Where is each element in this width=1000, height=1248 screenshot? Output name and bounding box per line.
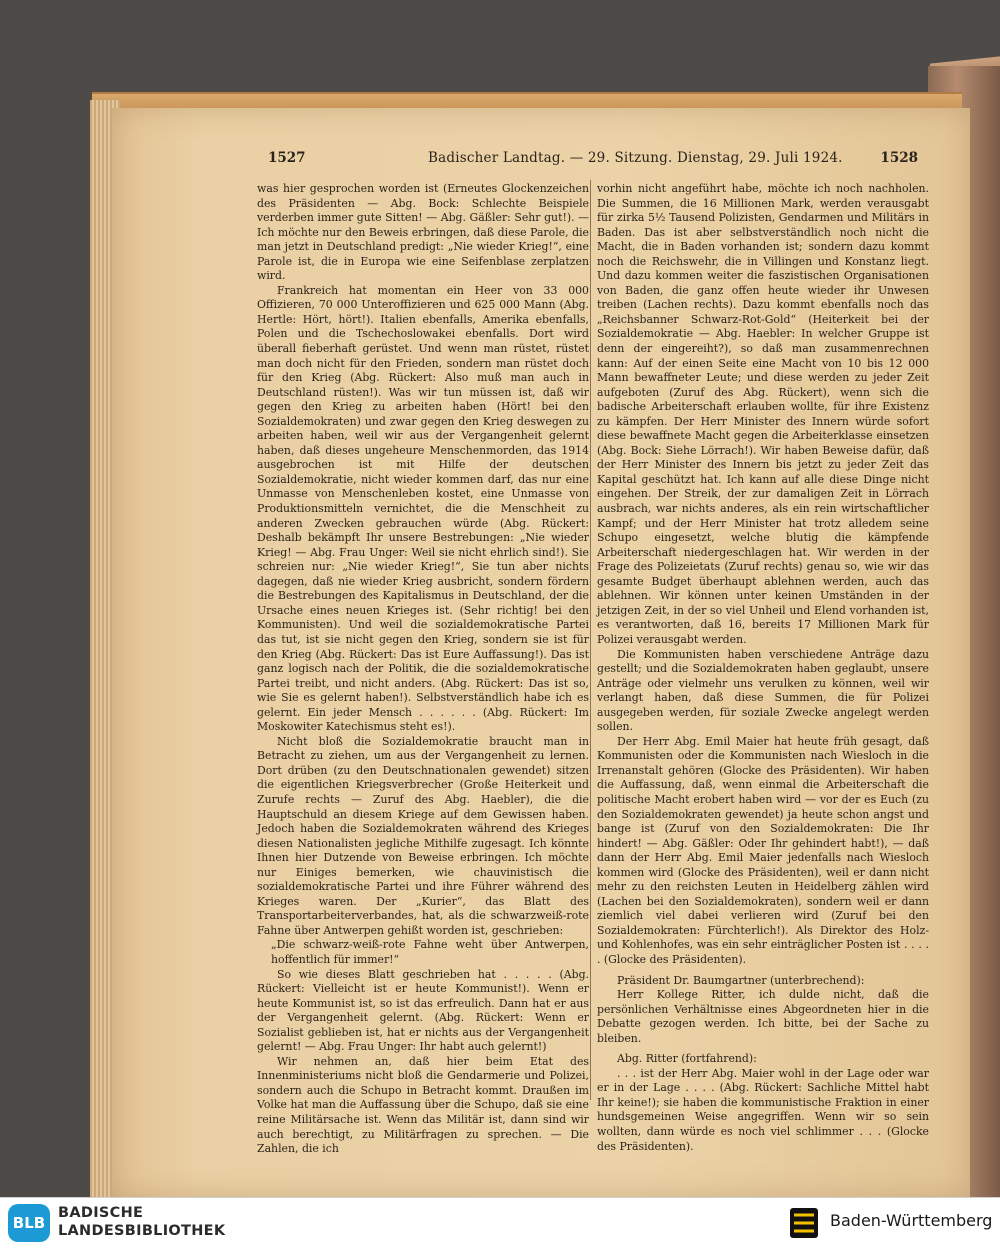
speaker-line: Abg. Ritter (fortfahrend):	[617, 1052, 757, 1066]
library-name-line2: LANDESBIBLIOTHEK	[58, 1223, 226, 1239]
page-header	[268, 150, 918, 174]
column-divider	[590, 180, 591, 1100]
paragraph: was hier gesprochen worden ist (Erneutes Glockenzeichen des Präsidenten — Abg. Bock: Schlechte Beispiele verderben immer gute Sitten! — Abg. Gäßler: Sehr gut!). — Ich möchte nur den Beweis erbringen, daß diese Parole, die man jetzt in Deutschland predigt: „Nie wieder Krieg!“, eine Parole ist, die in Europa wie eine Seifenblase zerplatzen wird.	[257, 182, 589, 283]
paragraph: Der Herr Abg. Emil Maier hat heute früh gesagt, daß Kommunisten oder die Kommunisten nach Wiesloch in die Irrenanstalt gehören (Glocke des Präsidenten). Wir haben die Auffassung, daß, wenn einmal die Arbeiterschaft die politische Macht erobert haben wird — vor der es Euch (zu den Sozialdemokraten gewendet) ja heute schon angst und bange ist (Zuruf von den Sozialdemokraten: Die Ihr hindert! — Abg. Gäßler: Oder Ihr gehindert habt!), — daß dann der Herr Abg. Emil Maier jedenfalls nach Wiesloch kommen wird (Glocke des Präsidenten), weil er dann nicht mehr zu den reichsten Leuten in Heidelberg zählen wird (Lachen bei den Sozialdemokraten), sondern weil er dann ziemlich viel dabei verlieren wird (Zuruf bei den Sozialdemokraten: Fürchterlich!). Als Direktor des Holz- und Kohlenhofes, was ein sehr einträglicher Posten ist . . . . . (Glocke des Präsidenten).	[597, 734, 929, 966]
page-number-right: 1528	[880, 150, 918, 166]
paragraph: Wir nehmen an, daß hier beim Etat des Innenministeriums nicht bloß die Gendarmerie und Polizei, sondern auch die Schupo in Betracht kommt. Draußen im Volke hat man die Auffassung über die Schupo, daß sie eine reine Militärsache ist. Wenn das Militär ist, dann sind wir auch berechtigt, zu Militärfragen zu sprechen. — Die Zahlen, die ich	[257, 1054, 589, 1156]
speaker-line: Präsident Dr. Baumgartner (unterbrechend):	[617, 973, 865, 987]
page-title: Badischer Landtag. — 29. Sitzung. Dienstag, 29. Juli 1924.	[428, 150, 843, 166]
paragraph: vorhin nicht angeführt habe, möchte ich noch nachholen. Die Summen, die 16 Millionen Mark, werden verausgabt für zirka 5½ Tausend Polizisten, Gendarmen und Militärs in Baden. Das ist aber selbstverständlich noch nicht die Macht, die in Baden vorhanden ist; sondern dazu kommt noch die Reichswehr, die in Villingen und Konstanz liegt. Und dazu kommen weiter die faszistischen Organisationen von Baden, die ganz offen heute wieder ihr Unwesen treiben (Lachen rechts). Dazu kommt ebenfalls noch das „Reichsbanner Schwarz-Rot-Gold“ (Heiterkeit bei der Sozialdemokratie — Abg. Haebler: In welcher Gruppe ist denn der eingereiht?), so daß man zusammenrechnen kann: Auf der einen Seite eine Macht von 10 bis 12 000 Mann bewaffneter Leute; und diese werden zu jeder Zeit aufgeboten (Zuruf des Abg. Rückert), wenn sich die badische Arbeiterschaft erlauben wollte, für ihre Existenz zu kämpfen. Der Herr Minister des Innern würde sofort diese bewaffnete Macht gegen die Arbeiterklasse einsetzen (Abg. Bock: Siehe Lörrach!). Wir haben Beweise dafür, daß der Herr Minister des Innern bis jetzt zu jeder Zeit das Kapital geschützt hat. Ich kann auf alle diese Dinge nicht eingehen. Der Streik, der zur damaligen Zeit in Lörrach ausbrach, war nichts anderes, als ein rein wirtschaftlicher Kampf; und der Herr Minister hat trotz alledem seine Schupo eingesetzt, welche blutig die kämpfende Arbeiterschaft niedergeschlagen hat. Wir werden in der Frage des Polizeietats (Zuruf rechts) genau so, wie wir das gesamte Budget überhaupt ablehnen werden, auch das ablehnen. Wir können unter keinen Umständen in der jetzigen Zeit, in der so viel Unheil und Elend vorhanden ist, es verantworten, daß 16, bereits 17 Millionen Mark für Polizei verausgabt werden.	[597, 182, 929, 646]
quotation: „Die schwarz-weiß-rote Fahne weht über Antwerpen, hoffentlich für immer!“	[271, 938, 589, 966]
paragraph: Frankreich hat momentan ein Heer von 33 000 Offizieren, 70 000 Unteroffizieren und 625 000 Mann (Abg. Hertle: Hört, hört!). Italien ebenfalls, Amerika ebenfalls, Polen und die Tschechoslowakei ebenfalls. Dort wird überall fieberhaft gerüstet. Und wenn man rüstet, rüstet man doch nicht für den Frieden, sondern man rüstet doch für den Krieg (Abg. Rückert: Also muß man auch in Deutschland rüsten!). Was wir tun müssen ist, daß wir gegen den Krieg zu arbeiten haben (Hört! bei den Sozialdemokraten) und zwar gegen den Krieg deswegen zu arbeiten haben, weil wir aus der Vergangenheit gelernt haben, daß dieses ungeheure Menschenmorden, das 1914 ausgebrochen ist mit Hilfe der deutschen Sozialdemokratie, nicht wieder kommen darf, das nur eine Unmasse von Menschenleben kostet, eine Unmasse von Produktionsmitteln vernichtet, die die Menschheit zu anderen Zwecken gebrauchen würde (Abg. Rückert: Deshalb bekämpft Ihr unsere Bestrebungen: „Nie wieder Krieg! — Abg. Frau Unger: Weil sie nicht ehrlich sind!). Sie schreien nur: „Nie wieder Krieg!“, Sie tun aber nichts dagegen, daß nie wieder Krieg ausbricht, sondern fördern die Bestrebungen des Kapitalismus in Deutschland, der die Ursache eines neuen Krieges ist. (Sehr richtig! bei den Kommunisten). Und weil die sozialdemokratische Partei das tut, ist sie nicht gegen den Krieg, sondern sie ist für den Krieg (Abg. Rückert: Das ist Eure Auffassung!). Das ist ganz logisch nach der Politik, die die sozialdemokratische Partei treibt, und nicht anders. (Abg. Rückert: Das ist so, wie Sie es gelernt haben!). Selbstverständlich habe ich es gelernt. Ein jeder Mensch . . . . . . (Abg. Rückert: Im Moskowiter Katechismus steht es!).	[257, 283, 589, 734]
text-column-right	[597, 182, 929, 1154]
paragraph: Die Kommunisten haben verschiedene Anträge dazu gestellt; und die Sozialdemokraten haben geglaubt, unsere Anträge oder vielmehr uns verulken zu können, weil wir verlangt haben, daß diese Summen, die für Polizei ausgegeben werden, für soziale Zwecke angelegt werden sollen.	[597, 647, 929, 734]
library-name-line1: BADISCHE	[58, 1205, 144, 1221]
library-name[interactable]	[58, 1204, 225, 1240]
blb-logo-icon[interactable]: BLB	[8, 1204, 50, 1242]
paragraph: So wie dieses Blatt geschrieben hat . . . . . (Abg. Rückert: Vielleicht ist er heute Kommunist!). Wenn er heute Kommunist ist, so ist das erfreulich. Dann hat er aus der Vergangenheit gelernt. (Abg. Rückert: Wenn er Sozialist geblieben ist, hat er nichts aus der Vergangenheit gelernt! — Abg. Frau Unger: Ihr habt auch gelernt!)	[257, 967, 589, 1054]
paragraph: Nicht bloß die Sozialdemokratie braucht man in Betracht zu ziehen, um aus der Vergangenheit zu lernen. Dort drüben (zu den Deutschnationalen gewendet) sitzen die eigentlichen Kriegsverbrecher (Große Heiterkeit und Zurufe rechts — Zuruf des Abg. Haebler), die die Hauptschuld an diesem Kriege auf dem Gewissen haben. Jedoch haben die Sozialdemokraten während des Krieges diesen Nationalisten jegliche Mithilfe zugesagt. Ich könnte Ihnen hier Dutzende von Beweise erbringen. Ich möchte nur Einiges bemerken, wie chauvinistisch die sozialdemokratische Partei und ihre Führer während des Krieges waren. Der „Kurier“, das Blatt des Transportarbeiterverbandes, hat, als die schwarzweiß-rote Fahne über Antwerpen gehißt worden ist, geschrieben:	[257, 734, 589, 937]
footer-bar	[0, 1197, 1000, 1248]
state-name[interactable]: Baden-Württemberg	[830, 1211, 993, 1230]
page-number-left: 1527	[268, 150, 306, 166]
paragraph: Herr Kollege Ritter, ich dulde nicht, daß die persönlichen Verhältnisse eines Abgeordneten hier in die Debatte gezogen werden. Ich bitte, bei der Sache zu bleiben.	[597, 988, 929, 1045]
paragraph: . . . ist der Herr Abg. Maier wohl in der Lage oder war er in der Lage . . . . (Abg. Rückert: Sachliche Mittel habt Ihr keine!); sie haben die kommunistische Fraktion in einer hundsgemeinen Weise angegriffen. Wenn wir so sein wollten, dann würde es noch viel schlimmer . . . (Glocke des Präsidenten).	[597, 1066, 929, 1153]
text-column-left	[257, 182, 589, 1157]
bw-crest-icon[interactable]	[788, 1206, 820, 1240]
